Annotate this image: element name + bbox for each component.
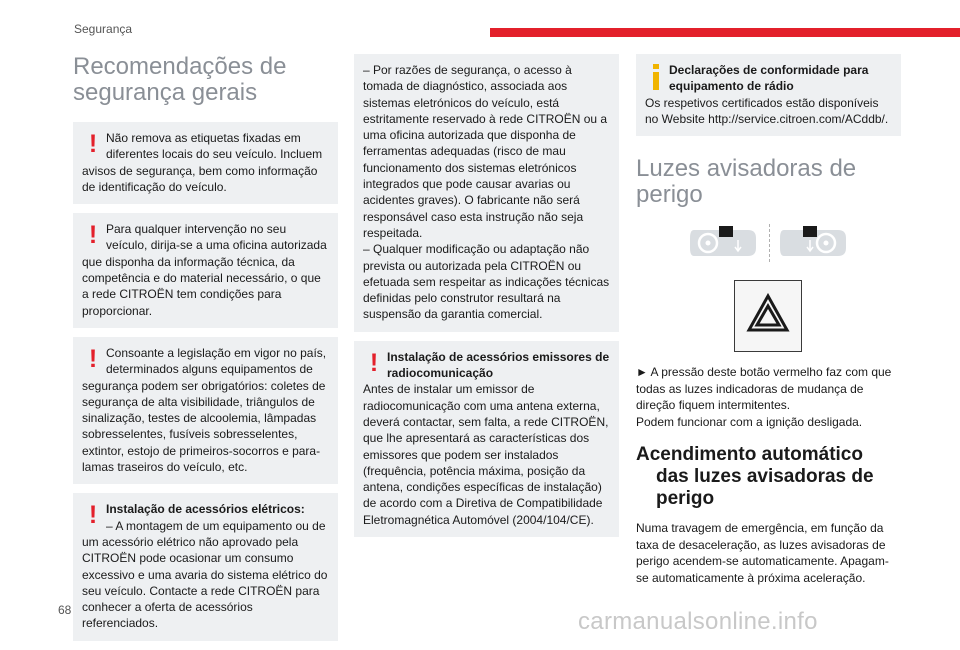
warning-text-labels: Não remova as etiquetas fixadas em diferentes locais do seu veículo. Incluem avisos de segurança, bem como informação de identificação do veículo.: [82, 131, 323, 194]
diagnostics-paragraph-1: – Por razões de segurança, o acesso à tomada de diagnóstico, associada aos sistemas eletrónicos do veículo, está estritamente reservado à rede CITROËN ou a uma oficina autorizada que disponha de ferramentas adequadas (risco de mau funcionamento dos sistemas eletrónicos integrados que pode causar avarias ou acidentes graves). O fabricante não será responsável caso esta instrução não seja respeitada.: [363, 63, 608, 240]
warning-text-intervention: Para qualquer intervenção no seu veículo, dirija-se a uma oficina autorizada que disponha da informação técnica, da competência e do material necessário, o que a rede CITROËN tem condições para proporcionar.: [82, 222, 327, 318]
warning-title-radio-transmitters: Instalação de acessórios emissores de radiocomunicação: [387, 349, 610, 381]
warning-box-radio-transmitters: [354, 341, 619, 537]
hazard-warning-button: [734, 280, 802, 352]
hazard-ignition-note: Podem funcionar com a ignição desligada.: [636, 414, 863, 429]
section-title-hazard-lights: [636, 156, 901, 208]
header-accent-bar: [490, 28, 960, 37]
column-1: [73, 54, 338, 650]
automatic-hazard-text: Numa travagem de emergência, em função da taxa de desaceleração, as luzes avisadoras de perigo acendem-se automaticamente. Apagam-se automaticamente à próxima aceleração.: [636, 521, 889, 585]
hazard-lights-illustration: [636, 224, 901, 394]
section-title-line-2: perigo: [636, 181, 703, 209]
section-title-general-safety: [73, 54, 338, 106]
exclamation-icon: !: [369, 348, 379, 377]
info-box-conformity: [636, 54, 901, 136]
subsection-title-line-1: Acendimento automático: [636, 444, 863, 466]
warning-title-electrical-accessories: Instalação de acessórios elétricos:: [106, 502, 305, 517]
illustration-divider: [769, 224, 770, 262]
warning-box-labels: [73, 122, 338, 204]
warning-box-electrical-accessories: [73, 493, 338, 640]
section-title-line-1: Luzes avisadoras de: [636, 155, 857, 183]
steering-wheel-button-right-icon: [776, 224, 851, 262]
warning-box-intervention: [73, 213, 338, 328]
warning-text-electrical-accessories: – A montagem de um equipamento ou de um acessório elétrico não aprovado pela CITROËN pode ocasionar um consumo excessivo e uma avaria do sistema elétrico do seu veículo. Contacte a rede CITROËN para conhecer a oferta de acessórios referenciados.: [82, 518, 328, 631]
warning-text-radio-transmitters: Antes de instalar um emissor de radiocomunicação com uma antena externa, deverá contactar, sem falta, a rede CITROËN, que lhe apresentará as características dos emissores que podem ser instalados (frequência, potência máxima, posição da antena, condições específicas de instalação) de acordo com a Diretiva de Compatibilidade Eletromagnética Automóvel (2004/104/CE).: [363, 382, 609, 527]
exclamation-icon: !: [88, 344, 98, 373]
page-number: 68: [58, 603, 72, 617]
warning-box-legislation: [73, 337, 338, 484]
column-2: [354, 54, 619, 546]
info-text-conformity: Os respetivos certificados estão disponíveis no Website http://service.citroen.com/ACddb/.: [645, 95, 889, 126]
header-section-label: Segurança: [74, 22, 133, 36]
info-title-conformity: Declarações de conformidade para equipamento de rádio: [669, 63, 869, 94]
hazard-button-instruction: ► A pressão deste botão vermelho faz com que todas as luzes indicadoras de mudança de direção fiquem intermitentes.: [636, 365, 892, 413]
subsection-title-line-2: das luzes avisadoras de: [656, 466, 874, 488]
section-title-line-1: Recomendações de: [73, 53, 287, 80]
column-3: [636, 54, 901, 586]
exclamation-icon: !: [88, 130, 98, 158]
warning-text-legislation: Consoante a legislação em vigor no país, determinados alguns equipamentos de segurança podem ser obrigatórios: coletes de segurança de alta visibilidade, triângulos de sinalização, testes de alcoolemia, lâmpadas sobresselentes, fusíveis sobresselentes, extintor, estojo de primeiros-socorros e para-lamas traseiros do veículo, etc.: [82, 345, 327, 475]
subsection-title-line-3: perigo: [656, 488, 715, 510]
watermark: carmanualsonline.info: [578, 608, 818, 635]
warning-box-diagnostics-continued: [354, 54, 619, 332]
steering-wheel-button-left-icon: [686, 224, 761, 262]
exclamation-icon: !: [88, 221, 98, 250]
info-icon: [649, 64, 663, 90]
hazard-triangle-icon: [746, 293, 790, 333]
section-title-line-2: segurança gerais: [73, 79, 258, 106]
exclamation-icon: !: [88, 501, 98, 530]
diagnostics-paragraph-2: – Qualquer modificação ou adaptação não prevista ou autorizada pela CITROËN ou efetuada sem respeitar as indicações técnicas definidas pelo construtor resultará na suspensão da garantia comercial.: [363, 242, 610, 322]
subsection-title-automatic-hazard: [636, 444, 901, 510]
